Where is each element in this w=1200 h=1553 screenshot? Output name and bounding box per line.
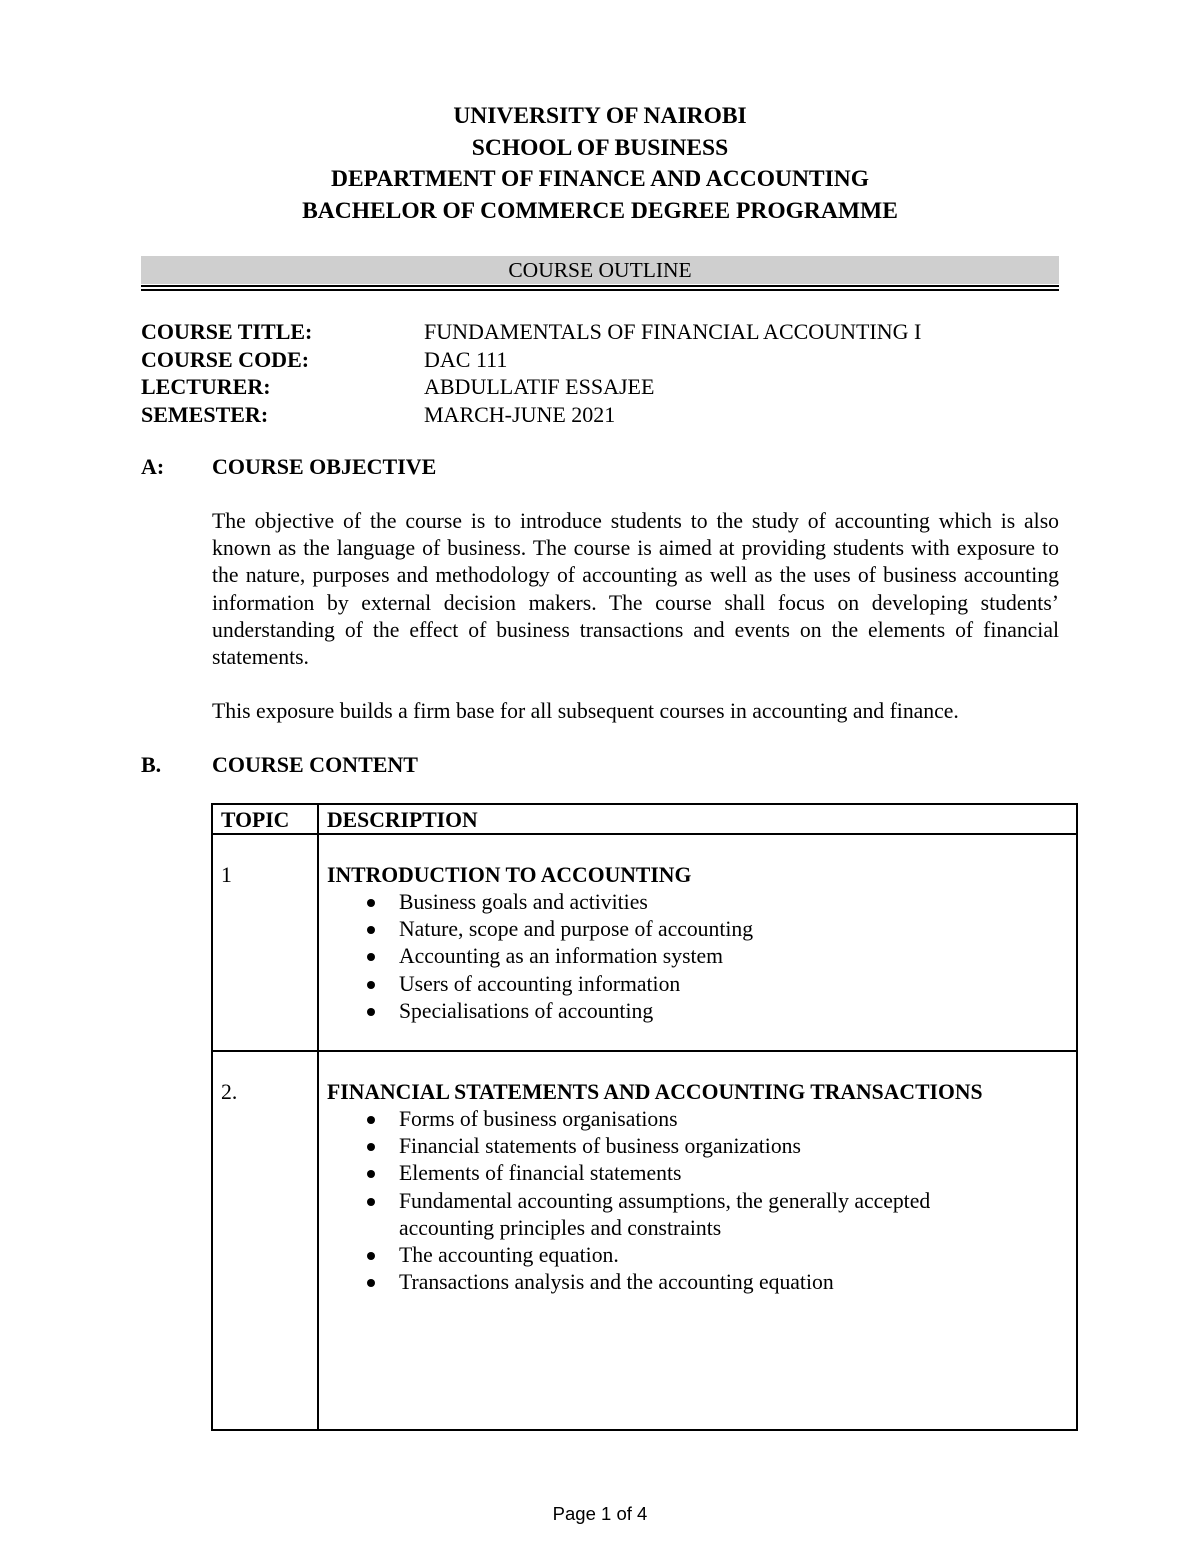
topic-number: 2. (221, 1080, 238, 1104)
list-item-text: The accounting equation. (399, 1243, 619, 1268)
list-item (327, 1242, 1027, 1269)
info-value: ABDULLATIF ESSAJEE (424, 374, 655, 399)
topic-title: INTRODUCTION TO ACCOUNTING (327, 863, 692, 887)
list-item-text: Financial statements of business organizations (399, 1134, 801, 1159)
info-label: LECTURER: (141, 374, 271, 399)
topic-1-bullet-list (327, 889, 1027, 1025)
list-item-text: Nature, scope and purpose of accounting (399, 917, 754, 942)
info-label: COURSE TITLE: (141, 319, 313, 344)
row-divider (213, 1050, 1076, 1052)
course-outline-banner: COURSE OUTLINE (141, 256, 1059, 284)
topic-number: 1 (221, 863, 232, 887)
description-column-header: DESCRIPTION (327, 808, 478, 832)
list-item (327, 1106, 1027, 1133)
objective-text: The objective of the course is to introduce students to the study of accounting which is also known as the language of business. The course is aimed at providing students with exposure to the nature, purposes and methodology of accounting as well as the uses of business accounting information by external decision makers. The course shall focus on developing students’ understanding of the effect of business transactions and events on the elements of financial statements. (212, 509, 1059, 670)
section-title: COURSE OBJECTIVE (212, 454, 437, 479)
exposure-text: This exposure builds a firm base for all subsequent courses in accounting and finance. (212, 699, 959, 723)
objective-paragraph (212, 508, 1059, 671)
page-number-footer: Page 1 of 4 (552, 1503, 648, 1524)
university-name: UNIVERSITY OF NAIROBI (453, 103, 747, 129)
section-title: COURSE CONTENT (212, 752, 418, 777)
section-letter: A: (141, 454, 165, 479)
exposure-paragraph (212, 698, 1059, 725)
bullet-icon (367, 1143, 375, 1151)
banner-divider-bottom (141, 289, 1059, 291)
list-item (327, 1188, 1019, 1242)
list-item (327, 889, 1027, 916)
column-divider (317, 805, 319, 1429)
bullet-icon (367, 926, 375, 934)
list-item (327, 998, 1027, 1025)
info-value: DAC 111 (424, 346, 508, 372)
list-item-text: Specialisations of accounting (399, 998, 654, 1023)
bullet-icon (367, 1252, 375, 1260)
info-label: COURSE CODE: (141, 346, 310, 372)
topic-title: FINANCIAL STATEMENTS AND ACCOUNTING TRANSACTIONS (327, 1080, 983, 1104)
document-header (0, 101, 1200, 227)
topic-2-bullet-list (327, 1106, 1027, 1296)
list-item (327, 1133, 1027, 1160)
list-item-text: Users of accounting information (399, 971, 681, 996)
info-label: SEMESTER: (141, 401, 269, 427)
info-value: MARCH-JUNE 2021 (424, 401, 616, 427)
list-item-text: Accounting as an information system (399, 944, 724, 969)
programme-name: BACHELOR OF COMMERCE DEGREE PROGRAMME (302, 197, 898, 224)
bullet-icon (367, 899, 375, 907)
list-item-text: Business goals and activities (399, 890, 648, 914)
list-item (327, 943, 1027, 970)
list-item-text: Transactions analysis and the accounting equation (399, 1270, 834, 1295)
list-item (327, 1269, 1027, 1296)
list-item-text: Elements of financial statements (399, 1161, 682, 1186)
list-item-text: Forms of business organisations (399, 1107, 678, 1131)
bullet-icon (367, 1198, 375, 1206)
school-name: SCHOOL OF BUSINESS (471, 134, 729, 161)
bullet-icon (367, 953, 375, 961)
banner-divider-top (141, 285, 1059, 287)
topic-column-header: TOPIC (221, 808, 290, 832)
list-item-text: Fundamental accounting assumptions, the generally accepted accounting principles and constraints (399, 1188, 931, 1240)
department-name: DEPARTMENT OF FINANCE AND ACCOUNTING (331, 166, 869, 192)
list-item (327, 1160, 1027, 1187)
info-value: FUNDAMENTALS OF FINANCIAL ACCOUNTING I (424, 319, 922, 344)
list-item (327, 916, 1027, 943)
section-letter: B. (141, 752, 162, 777)
bullet-icon (367, 1008, 375, 1016)
list-item (327, 971, 1027, 998)
bullet-icon (367, 1170, 375, 1178)
course-content-table (211, 803, 1078, 1431)
bullet-icon (367, 981, 375, 989)
bullet-icon (367, 1279, 375, 1287)
bullet-icon (367, 1116, 375, 1124)
